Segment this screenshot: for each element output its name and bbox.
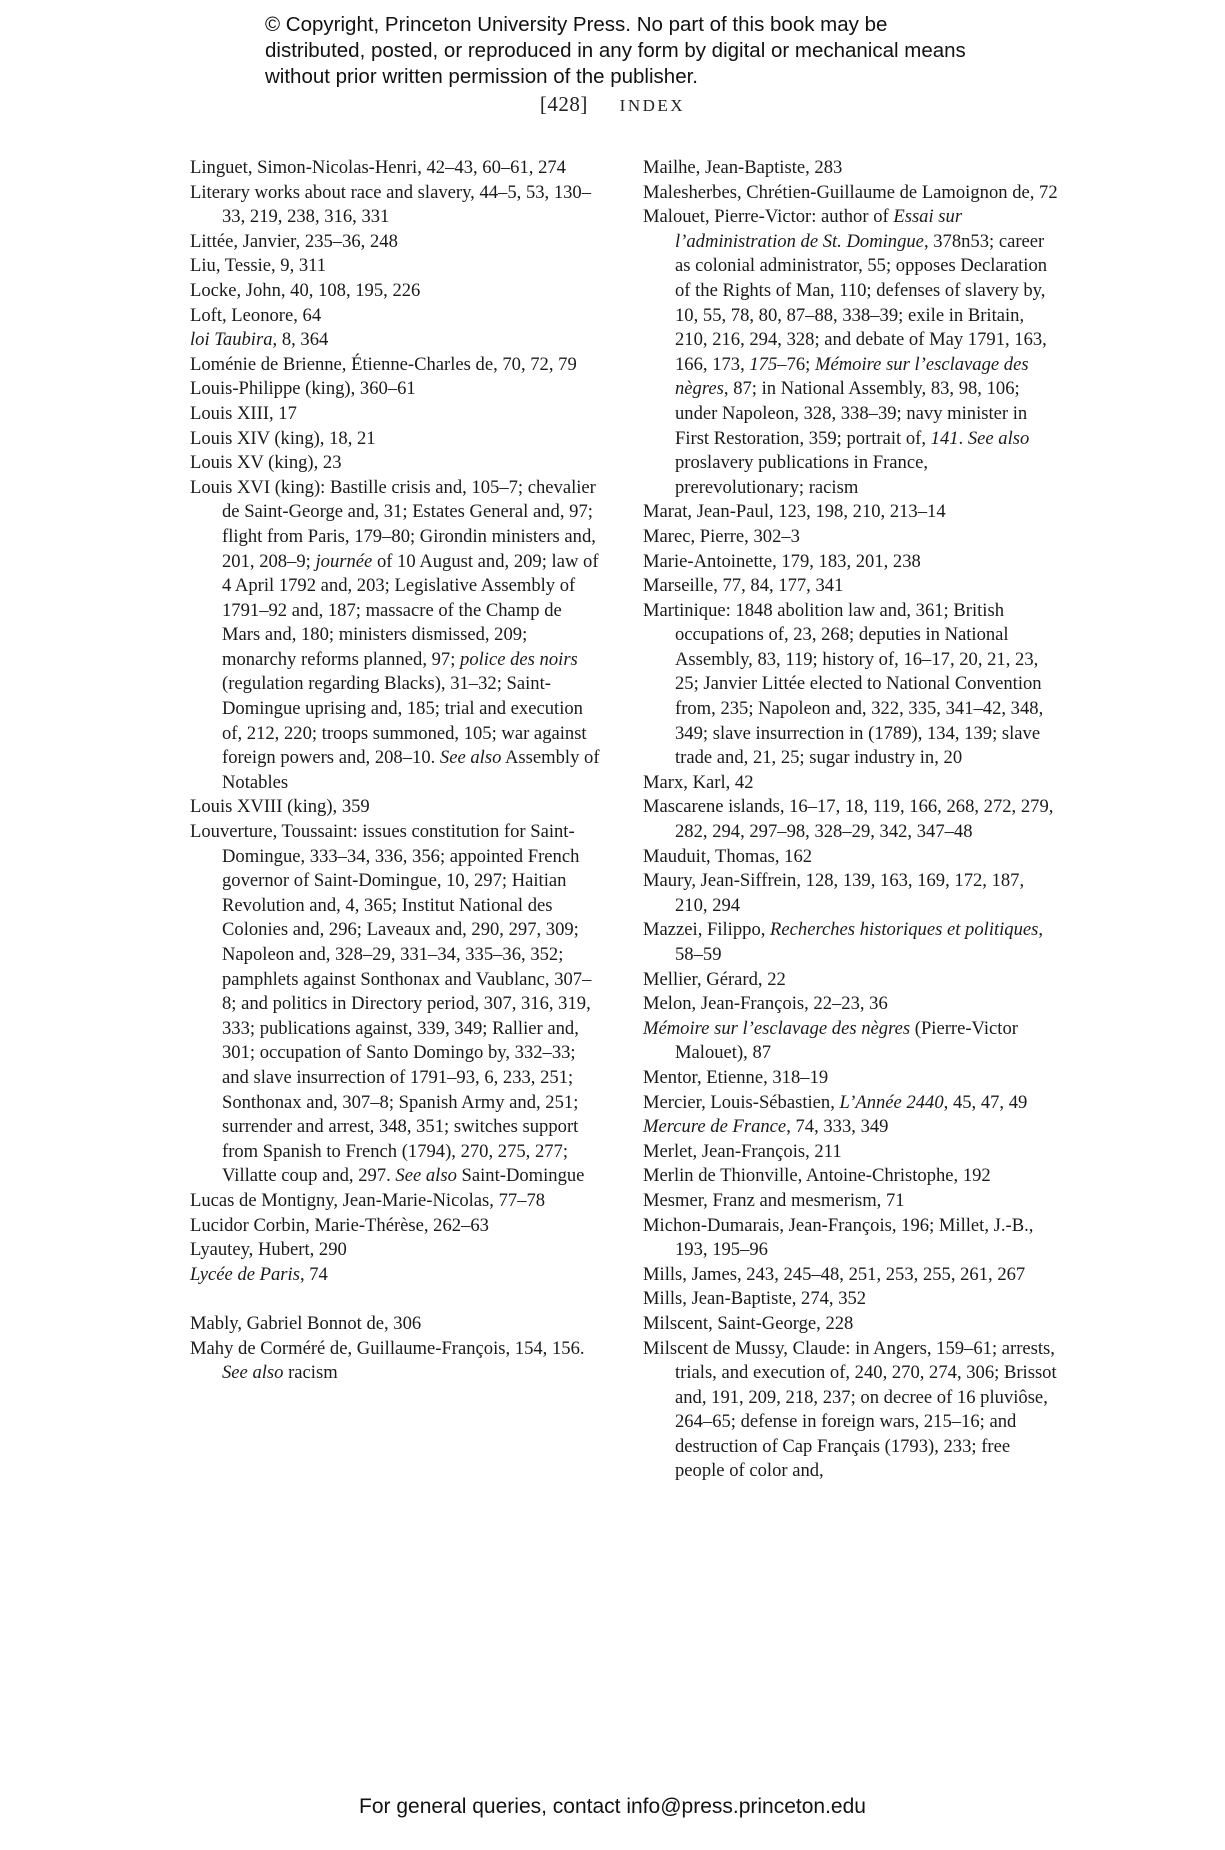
text-segment: Loménie de Brienne, Étienne-Charles de, 70, 72, 79 bbox=[190, 353, 577, 375]
text-segment: Louis XVIII (king), 359 bbox=[190, 796, 370, 818]
text-segment: Mailhe, Jean-Baptiste, 283 bbox=[643, 157, 843, 178]
text-segment: Merlin de Thionville, Antoine-Christophe, 192 bbox=[643, 1165, 991, 1187]
index-entry bbox=[643, 1189, 1061, 1214]
text-segment: Loft, Leonore, 64 bbox=[190, 304, 322, 326]
text-segment: proslavery publications in France, prerevolutionary; racism bbox=[675, 452, 929, 498]
text-segment: Milscent de Mussy, Claude: in Angers, 159–61; arrests, trials, and execution of, 240, 270, 274, 306; Brissot and, 191, 209, 218, 237; on decree of 16 pluviôse, 264–65; defense in foreign wars, 215–16; and destruction of Cap Français (1793), 233; free people of color and, bbox=[643, 1337, 1057, 1482]
index-entry bbox=[190, 1263, 600, 1288]
index-entry bbox=[643, 181, 1061, 206]
text-segment: . bbox=[958, 427, 968, 449]
text-segment: Marx, Karl, 42 bbox=[643, 771, 754, 793]
italic-segment: 141 bbox=[930, 427, 959, 449]
italic-segment: See also bbox=[395, 1165, 457, 1187]
text-segment: Mellier, Gérard, 22 bbox=[643, 968, 786, 990]
text-segment: Louis XVI (king): Bastille crisis and, 105–7; chevalier de Saint-George and, 31; Estates General and, 97; flight from Paris, 179–80; Girondin ministers and, 201, 208–9; bbox=[190, 476, 596, 572]
index-entry bbox=[190, 1312, 600, 1337]
text-segment: Assembly of Notables bbox=[222, 747, 600, 793]
index-entry bbox=[190, 181, 600, 230]
index-entry bbox=[643, 1115, 1061, 1140]
text-segment: Linguet, Simon-Nicolas-Henri, 42–43, 60–61, 274 bbox=[190, 157, 566, 178]
italic-segment: Recherches historiques et politiques bbox=[770, 919, 1039, 941]
text-segment: Malesherbes, Chrétien-Guillaume de Lamoignon de, 72 bbox=[643, 181, 1058, 203]
text-segment: Lyautey, Hubert, 290 bbox=[190, 1239, 347, 1261]
text-segment: , 58–59 bbox=[675, 919, 1044, 965]
text-segment: Malouet, Pierre-Victor: author of bbox=[643, 206, 894, 228]
text-segment: of 10 August and, 209; law of 4 April 1792 and, 203; Legislative Assembly of 1791–92 and, 187; massacre of the Champ de Mars and, 180; ministers dismissed, 209; monarchy reforms planned, 97; bbox=[222, 550, 599, 670]
index-entry bbox=[190, 377, 600, 402]
index-entry bbox=[643, 1140, 1061, 1165]
text-segment: Marie-Antoinette, 179, 183, 201, 238 bbox=[643, 550, 921, 572]
text-segment: Mesmer, Franz and mesmerism, 71 bbox=[643, 1189, 905, 1211]
text-segment: Louverture, Toussaint: issues constitution for Saint-Domingue, 333–34, 336, 356; appointed French governor of Saint-Domingue, 10, 297; Haitian Revolution and, 4, 365; Institut National des Colonies and, 296; Laveaux and, 290, 297, 309; Napoleon and, 328–29, 331–34, 335–36, 352; pamphlets against Sonthonax and Vaublanc, 307–8; and politics in Directory period, 307, 316, 319, 333; publications against, 339, 349; Rallier and, 301; occupation of Santo Domingo by, 332–33; and slave insurrection of 1791–93, 6, 233, 251; Sonthonax and, 307–8; Spanish Army and, 251; surrender and arrest, 348, 351; switches support from Spanish to French (1794), 270, 275, 277; Villatte coup and, 297. bbox=[190, 821, 592, 1187]
index-entry bbox=[643, 1017, 1061, 1066]
text-segment: Mascarene islands, 16–17, 18, 119, 166, 268, 272, 279, 282, 294, 297–98, 328–29, 342, 347–48 bbox=[643, 796, 1054, 843]
index-entry bbox=[643, 156, 1061, 181]
text-segment: Littée, Janvier, 235–36, 248 bbox=[190, 230, 398, 252]
text-segment: Marseille, 77, 84, 177, 341 bbox=[643, 575, 844, 597]
index-entry bbox=[190, 279, 600, 304]
text-segment: (regulation regarding Blacks), 31–32; Saint-Domingue uprising and, 185; trial and execution of, 212, 220; troops summoned, 105; war against foreign powers and, 208–10. bbox=[222, 673, 587, 769]
index-entry bbox=[643, 992, 1061, 1017]
index-entry bbox=[190, 427, 600, 452]
index-entry bbox=[190, 254, 600, 279]
index-entry bbox=[190, 230, 600, 255]
text-segment: Lucas de Montigny, Jean-Marie-Nicolas, 77–78 bbox=[190, 1189, 546, 1211]
index-entry bbox=[643, 500, 1061, 525]
text-segment: Mills, James, 243, 245–48, 251, 253, 255, 261, 267 bbox=[643, 1263, 1026, 1285]
text-segment: Mazzei, Filippo, bbox=[643, 919, 771, 941]
index-entry bbox=[190, 1214, 600, 1239]
text-segment: Liu, Tessie, 9, 311 bbox=[190, 255, 327, 277]
text-segment: Maury, Jean-Siffrein, 128, 139, 163, 169, 172, 187, 210, 294 bbox=[643, 870, 1025, 916]
text-segment: Louis XIV (king), 18, 21 bbox=[190, 427, 376, 449]
index-entry bbox=[643, 525, 1061, 550]
footer-contact: For general queries, contact info@press.princeton.edu bbox=[359, 1795, 866, 1818]
text-segment: Melon, Jean-François, 22–23, 36 bbox=[643, 993, 888, 1015]
text-segment: Literary works about race and slavery, 44–5, 53, 130–33, 219, 238, 316, 331 bbox=[190, 181, 592, 228]
index-entry bbox=[190, 795, 600, 820]
text-segment: , 74, 333, 349 bbox=[786, 1116, 889, 1138]
italic-segment: Mercure de France bbox=[643, 1116, 787, 1138]
index-entry bbox=[643, 918, 1061, 967]
index-entry bbox=[643, 1164, 1061, 1189]
italic-segment: See also bbox=[967, 427, 1030, 449]
index-entry bbox=[643, 599, 1061, 771]
index-entry bbox=[643, 968, 1061, 993]
index-entry bbox=[643, 1312, 1061, 1337]
text-segment: Milscent, Saint-George, 228 bbox=[643, 1312, 854, 1334]
running-head bbox=[0, 92, 1225, 117]
text-segment: Mentor, Etienne, 318–19 bbox=[643, 1066, 829, 1088]
index-entry bbox=[190, 402, 600, 427]
index-entry bbox=[190, 820, 600, 1189]
text-segment: , 8, 364 bbox=[272, 329, 329, 351]
text-segment: Locke, John, 40, 108, 195, 226 bbox=[190, 279, 421, 301]
index-entry bbox=[190, 304, 600, 329]
text-segment: , 45, 47, 49 bbox=[943, 1091, 1028, 1113]
index-entry bbox=[190, 156, 600, 181]
text-segment: Marat, Jean-Paul, 123, 198, 210, 213–14 bbox=[643, 501, 946, 523]
index-column-left bbox=[190, 156, 600, 1386]
text-segment: Michon-Dumarais, Jean-François, 196; Millet, J.-B., 193, 195–96 bbox=[643, 1214, 1034, 1261]
index-entry bbox=[190, 1238, 600, 1263]
italic-segment: journée bbox=[315, 550, 373, 572]
italic-segment: Essai sur l’administration de St. Domingue bbox=[675, 206, 963, 252]
text-segment: Mauduit, Thomas, 162 bbox=[643, 845, 813, 867]
index-entry bbox=[643, 1066, 1061, 1091]
index-entry bbox=[643, 1337, 1061, 1485]
italic-segment: See also bbox=[439, 747, 502, 769]
text-segment: Saint-Domingue bbox=[456, 1165, 585, 1187]
italic-segment: 175 bbox=[749, 353, 778, 375]
text-segment: Louis XV (king), 23 bbox=[190, 452, 342, 474]
text-segment: Lucidor Corbin, Marie-Thérèse, 262–63 bbox=[190, 1214, 489, 1236]
index-column-right bbox=[643, 156, 1061, 1484]
index-entry bbox=[643, 795, 1061, 844]
text-segment: Mills, Jean-Baptiste, 274, 352 bbox=[643, 1288, 867, 1310]
index-entry bbox=[643, 550, 1061, 575]
text-segment: , 74 bbox=[299, 1263, 328, 1285]
text-segment: Mably, Gabriel Bonnot de, 306 bbox=[190, 1312, 422, 1334]
text-segment: Merlet, Jean-François, 211 bbox=[643, 1140, 842, 1162]
text-segment: Mahy de Corméré de, Guillaume-François, 154, 156. bbox=[190, 1337, 585, 1359]
italic-segment: police des noirs bbox=[460, 648, 578, 670]
text-segment: Louis XIII, 17 bbox=[190, 402, 297, 424]
index-entry bbox=[190, 1337, 600, 1386]
italic-segment: Mémoire sur l’esclavage des nègres bbox=[675, 353, 1029, 400]
italic-segment: Mémoire sur l’esclavage des nègres bbox=[643, 1017, 911, 1039]
text-segment: , 378n53; career as colonial administrator, 55; opposes Declaration of the Rights of Man, 110; defenses of slavery by, 10, 55, 78, 80, 87–88, 338–39; exile in Britain, 210, 216, 294, 328; and debate of May 1791, 163, 166, 173, bbox=[675, 230, 1048, 375]
text-segment: Louis-Philippe (king), 360–61 bbox=[190, 378, 416, 400]
italic-segment: Lycée de Paris bbox=[190, 1263, 300, 1285]
running-head-title: INDEX bbox=[619, 96, 686, 115]
text-segment: –76; bbox=[777, 353, 815, 375]
text-segment: Martinique: 1848 abolition law and, 361; British occupations of, 23, 268; deputies in National Assembly, 83, 119; history of, 16–17, 20, 21, 23, 25; Janvier Littée elected to National Convention from, 235; Napoleon and, 322, 335, 341–42, 348, 349; slave insurrection in (1789), 134, 139; slave trade and, 21, 25; sugar industry in, 20 bbox=[643, 599, 1044, 769]
index-entry bbox=[643, 845, 1061, 870]
index-entry bbox=[643, 1287, 1061, 1312]
copyright-notice: © Copyright, Princeton University Press. No part of this book may be distributed, posted, or reproduced in any form by digital or mechanical means without prior written permission of the publisher. bbox=[265, 13, 966, 88]
index-entry bbox=[643, 1091, 1061, 1116]
text-segment: , 87; in National Assembly, 83, 98, 106; under Napoleon, 328, 338–39; navy minister in First Restoration, 359; portrait of, bbox=[675, 378, 1028, 449]
text-segment: Marec, Pierre, 302–3 bbox=[643, 525, 800, 547]
index-entry bbox=[190, 1189, 600, 1214]
index-entry bbox=[643, 1263, 1061, 1288]
page-number: [428] bbox=[539, 92, 588, 116]
italic-segment: L’Année 2440 bbox=[839, 1091, 944, 1113]
italic-segment: See also bbox=[222, 1362, 284, 1384]
text-segment: racism bbox=[283, 1362, 338, 1384]
index-entry bbox=[190, 451, 600, 476]
index-entry bbox=[643, 574, 1061, 599]
index-entry bbox=[190, 328, 600, 353]
index-entry bbox=[643, 1214, 1061, 1263]
text-segment: Mercier, Louis-Sébastien, bbox=[643, 1091, 840, 1113]
index-entry bbox=[190, 353, 600, 378]
index-entry bbox=[643, 771, 1061, 796]
text-segment: (Pierre-Victor Malouet), 87 bbox=[675, 1017, 1018, 1064]
index-entry bbox=[643, 869, 1061, 918]
italic-segment: loi Taubira bbox=[190, 329, 273, 351]
index-entry bbox=[190, 476, 600, 796]
index-entry bbox=[643, 205, 1061, 500]
section-gap bbox=[190, 1287, 600, 1312]
